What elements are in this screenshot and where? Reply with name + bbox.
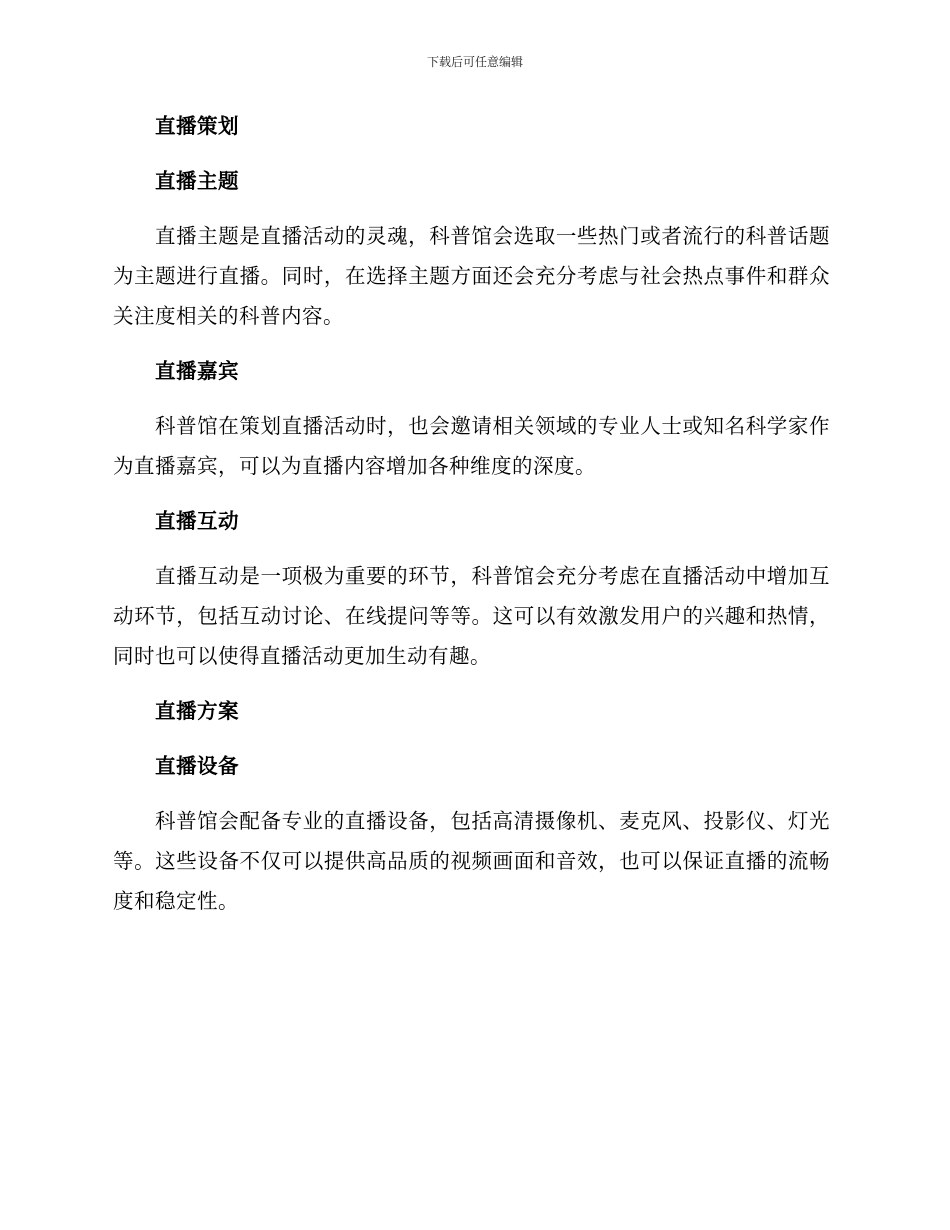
- section-heading-live-theme: 直播主题: [155, 169, 239, 193]
- section-heading-live-interaction: 直播互动: [155, 509, 239, 533]
- paragraph-live-interaction: 直播互动是一项极为重要的环节，科普馆会充分考虑在直播活动中增加互动环节，包括互动讨论、在线提问等等。这可以有效激发用户的兴趣和热情，同时也可以使得直播活动更加生动有趣。: [113, 564, 830, 668]
- document-body: [113, 106, 830, 936]
- section-heading-live-guests: 直播嘉宾: [155, 359, 239, 383]
- section-heading-live-plan: 直播方案: [155, 699, 239, 723]
- paragraph-live-equipment: 科普馆会配备专业的直播设备，包括高清摄像机、麦克风、投影仪、灯光等。这些设备不仅可以提供高品质的视频画面和音效，也可以保证直播的流畅度和稳定性。: [113, 809, 830, 913]
- paragraph-live-theme: 直播主题是直播活动的灵魂，科普馆会选取一些热门或者流行的科普话题为主题进行直播。同时，在选择主题方面还会充分考虑与社会热点事件和群众关注度相关的科普内容。: [113, 224, 830, 328]
- page-header: 下载后可任意编辑: [426, 55, 523, 69]
- paragraph-live-guests: 科普馆在策划直播活动时，也会邀请相关领域的专业人士或知名科学家作为直播嘉宾，可以为直播内容增加各种维度的深度。: [113, 414, 830, 478]
- section-heading-live-equipment: 直播设备: [155, 754, 239, 778]
- section-heading-live-planning: 直播策划: [155, 114, 239, 138]
